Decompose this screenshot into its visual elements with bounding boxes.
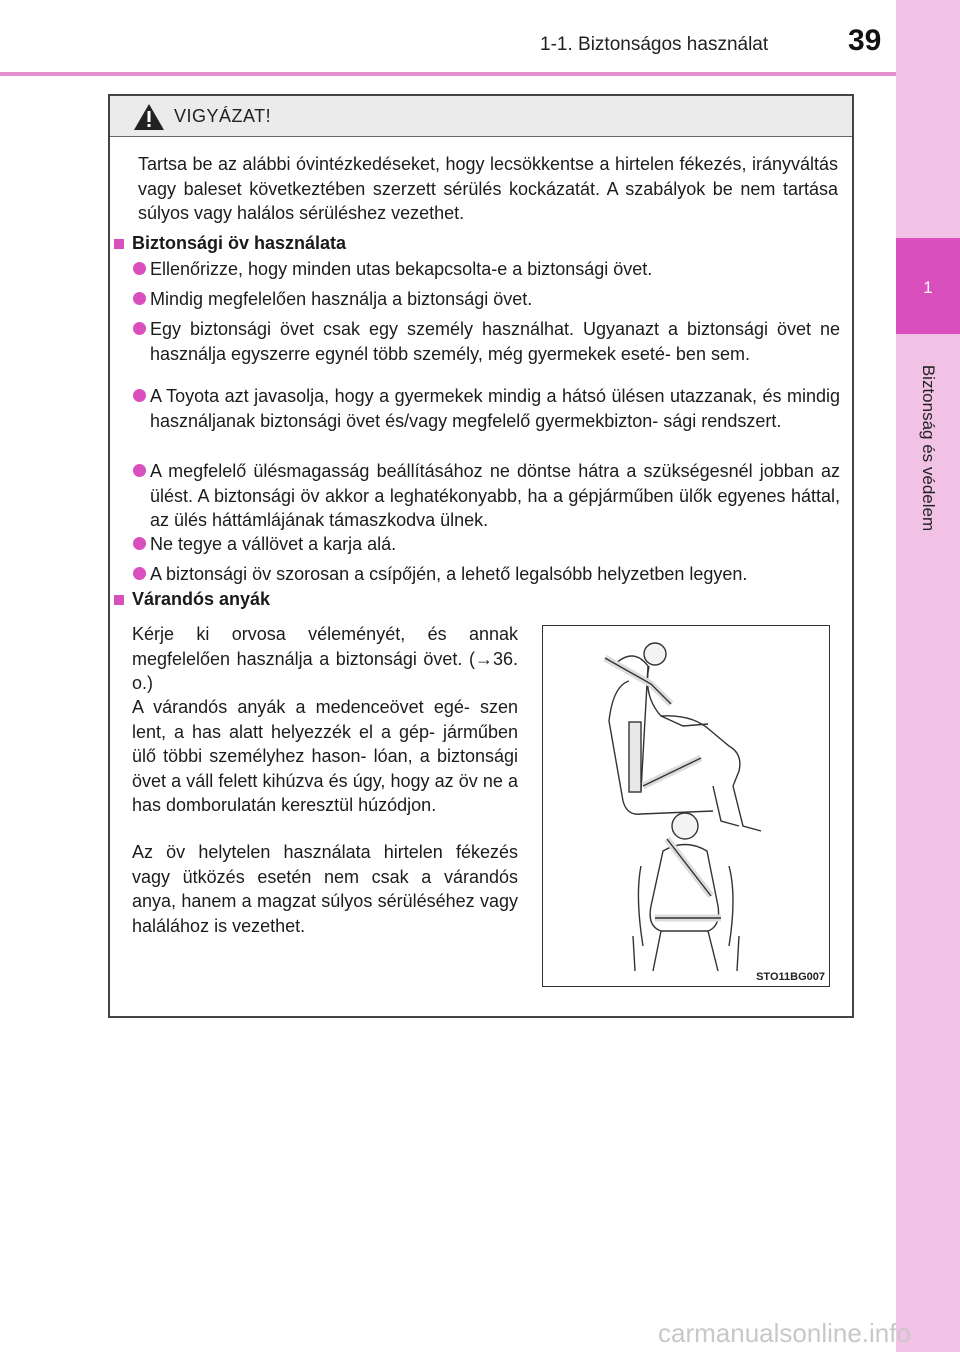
header-rule: [0, 72, 896, 76]
section-heading: Várandós anyák: [132, 589, 271, 609]
pregnant-woman-seatbelt-image: [543, 626, 829, 986]
figure-code: STO11BG007: [756, 971, 825, 983]
warning-triangle-icon: [132, 102, 166, 132]
bullet-icon: [133, 464, 146, 477]
paragraph: A várandós anyák a medenceövet egé- szen lent, a has alatt helyezzék el a gép- járműben ülő többi személyhez hason- lóan, a biztonsági övet a váll felett kihúzva és úgy, hogy az öv ne a has domborulatán keresztül húzódjon.: [132, 697, 518, 815]
section-marker: [114, 239, 124, 249]
list-item: Ellenőrizze, hogy minden utas bekapcsolta-e a biztonsági övet.: [150, 259, 653, 279]
caution-title: VIGYÁZAT!: [174, 106, 272, 126]
chapter-label: Biztonság és védelem: [919, 364, 938, 532]
chapter-number: 1: [923, 278, 933, 297]
page-number: 39: [848, 24, 882, 57]
caution-intro: Tartsa be az alábbi óvintézkedéseket, hogy lecsökkentse a hirtelen fékezés, irányváltás vagy baleset következtében szerzett sérülés kockázatát. A szabályok be nem tartása súlyos vagy halálos sérüléshez vezethet.: [138, 154, 838, 223]
paragraph: Az öv helytelen használata hirtelen fékezés vagy ütközés esetén nem csak a várandós anya, hanem a magzat súlyos sérüléséhez vagy halálához is vezethet.: [132, 842, 518, 936]
bullet-icon: [133, 389, 146, 402]
bullet-icon: [133, 292, 146, 305]
bullet-icon: [133, 567, 146, 580]
bullet-icon: [133, 262, 146, 275]
paragraph: Kérje ki orvosa véleményét, és annak megfelelően használja a biztonsági övet. (→36. o.): [132, 624, 518, 693]
chapter-tab: [896, 0, 960, 1352]
list-item: A biztonsági öv szorosan a csípőjén, a lehető legalsóbb helyzetben legyen.: [150, 564, 748, 584]
list-item: Egy biztonsági övet csak egy személy használhat. Ugyanazt a biztonsági övet ne használja egyszerre egynél több személy, még gyermekek eseté- ben sem.: [150, 319, 840, 364]
caution-header: [110, 96, 852, 137]
section-title: 1-1. Biztonságos használat: [540, 34, 769, 55]
seatbelt-illustration: [542, 625, 830, 987]
section-marker: [114, 595, 124, 605]
list-item: Mindig megfelelően használja a biztonsági övet.: [150, 289, 533, 309]
list-item: A Toyota azt javasolja, hogy a gyermekek mindig a hátsó ülésen utazzanak, és mindig használjanak biztonsági övet és/vagy megfelelő gyermekbizton- sági rendszert.: [150, 386, 840, 431]
bullet-icon: [133, 537, 146, 550]
list-item: A megfelelő ülésmagasság beállításához ne döntse hátra a szükségesnél jobban az ülést. A biztonsági öv akkor a leghatékonyabb, ha a gépjárműben ülők egyenes háttal, az ülés háttámlájának támaszkodva ülnek.: [150, 461, 840, 530]
list-item: Ne tegye a vállövet a karja alá.: [150, 534, 397, 554]
bullet-icon: [133, 322, 146, 335]
section-heading: Biztonsági öv használata: [132, 233, 347, 253]
watermark: carmanualsonline.info: [658, 1318, 911, 1348]
